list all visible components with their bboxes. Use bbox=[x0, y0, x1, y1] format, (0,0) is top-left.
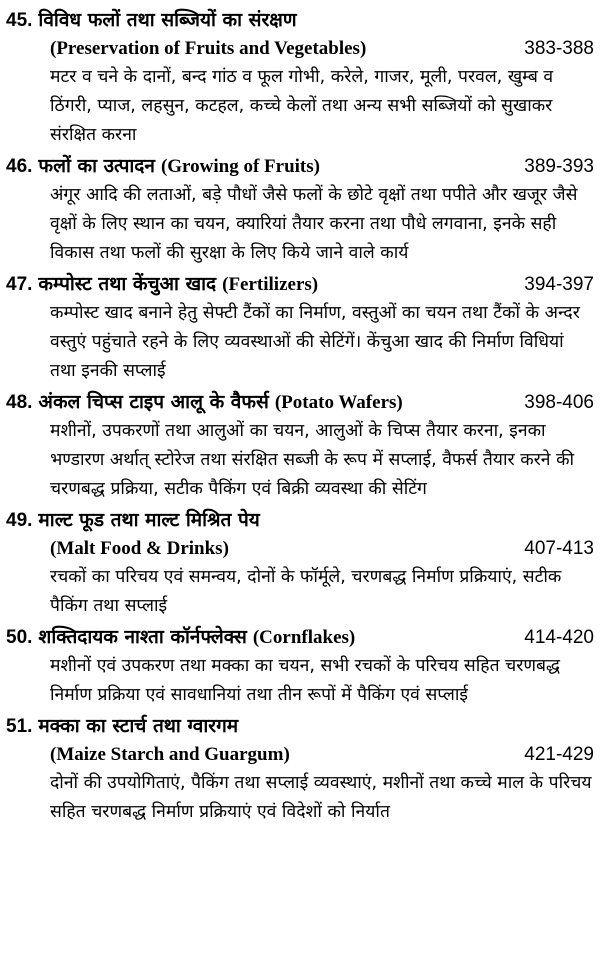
entry-title-hindi: विविध फलों तथा सब्जियों का संरक्षण bbox=[38, 9, 297, 31]
entry-title-english: (Potato Wafers) bbox=[274, 392, 403, 413]
entry-number: 47. bbox=[6, 274, 33, 295]
toc-entry bbox=[6, 270, 594, 386]
entry-page-range: 398-406 bbox=[524, 392, 594, 413]
entry-subheading bbox=[6, 535, 594, 563]
entry-title-english: (Malt Food & Drinks) bbox=[50, 538, 229, 559]
toc-entry bbox=[6, 152, 594, 268]
entry-title-hindi: माल्ट फूड तथा माल्ट मिश्रित पेय bbox=[38, 509, 260, 531]
entry-number: 50. bbox=[6, 627, 33, 648]
entry-heading bbox=[6, 712, 594, 741]
entry-number: 46. bbox=[6, 156, 33, 177]
entry-page-range: 383-388 bbox=[524, 38, 594, 59]
entry-title-hindi: शक्तिदायक नाश्ता कॉर्नफ्लेक्स bbox=[38, 626, 247, 648]
entry-heading-left bbox=[6, 388, 516, 417]
entry-page-range: 394-397 bbox=[524, 274, 594, 295]
entry-heading bbox=[6, 6, 594, 35]
entry-heading-left bbox=[6, 506, 594, 535]
entry-description: अंगूर आदि की लताओं, बड़े पौधों जैसे फलों के छोटे वृक्षों तथा पपीते और खजूर जैसे वृक्षों के लिए स्थान का चयन, क्यारियां तैयार करना तथा पौधे लगवाना, इनके सही विकास तथा फलों की सुरक्षा के लिए किये जाने वाले कार्य bbox=[50, 185, 578, 263]
entry-number: 48. bbox=[6, 392, 33, 413]
entry-heading bbox=[6, 623, 594, 652]
toc-entry bbox=[6, 506, 594, 621]
entry-page-range: 389-393 bbox=[524, 156, 594, 177]
entry-page-range: 421-429 bbox=[524, 744, 594, 765]
entry-heading bbox=[6, 152, 594, 181]
entry-heading-left bbox=[6, 152, 516, 181]
entry-title-english: (Cornflakes) bbox=[252, 627, 356, 648]
entry-heading-left bbox=[6, 6, 594, 35]
entry-heading-left bbox=[6, 712, 594, 741]
entry-number: 49. bbox=[6, 510, 33, 531]
entry-subheading bbox=[6, 35, 594, 63]
entry-heading bbox=[6, 506, 594, 535]
entry-title-hindi: अंकल चिप्स टाइप आलू के वैफर्स bbox=[38, 391, 269, 413]
entry-page-range: 414-420 bbox=[524, 627, 594, 648]
entry-description: मटर व चने के दानों, बन्द गांठ व फूल गोभी, करेले, गाजर, मूली, परवल, खुम्ब व ठिंगरी, प्याज, लहसुन, कटहल, कच्चे केलों तथा अन्य सभी सब्जियों को सुखाकर संरक्षित करना bbox=[50, 67, 554, 145]
entry-title-english: (Preservation of Fruits and Vegetables) bbox=[50, 38, 367, 59]
toc-entry bbox=[6, 623, 594, 710]
toc-entry bbox=[6, 6, 594, 150]
entry-title-hindi: मक्का का स्टार्च तथा ग्वारगम bbox=[38, 715, 239, 737]
toc-entry bbox=[6, 712, 594, 827]
entry-subheading bbox=[6, 741, 594, 769]
entry-number: 45. bbox=[6, 10, 33, 31]
entry-description: रचकों का परिचय एवं समन्वय, दोनों के फॉर्मूले, चरणबद्ध निर्माण प्रक्रियाएं, सटीक पैकिंग तथा सप्लाई bbox=[50, 567, 562, 616]
entry-description: मशीनों एवं उपकरण तथा मक्का का चयन, सभी रचकों के परिचय सहित चरणबद्ध निर्माण प्रक्रिया एवं सावधानियां तथा तीन रूपों में पैकिंग एवं सप्लाई bbox=[50, 656, 561, 705]
entry-description: दोनों की उपयोगिताएं, पैकिंग तथा सप्लाई व्यवस्थाएं, मशीनों तथा कच्चे माल के परिचय सहित चरणबद्ध निर्माण प्रक्रियाएं एवं विदेशों को निर्यात bbox=[50, 773, 592, 822]
entry-heading bbox=[6, 270, 594, 299]
entry-title-english: (Maize Starch and Guargum) bbox=[50, 744, 290, 765]
entry-title-english: (Growing of Fruits) bbox=[160, 156, 320, 177]
toc-entry bbox=[6, 388, 594, 504]
entry-title-hindi: कम्पोस्ट तथा केंचुआ खाद bbox=[38, 273, 217, 295]
entry-page-range: 407-413 bbox=[524, 538, 594, 559]
entry-description: मशीनों, उपकरणों तथा आलुओं का चयन, आलुओं के चिप्स तैयार करना, इनका भण्डारण अर्थात् स्टोरेज तथा संरक्षित सब्जी के रूप में सप्लाई, वैफर्स तैयार करने की चरणबद्ध प्रक्रिया, सटीक पैकिंग एवं बिक्री व्यवस्था की सेटिंग bbox=[50, 421, 575, 499]
entry-title-english: (Fertilizers) bbox=[222, 274, 319, 295]
entry-number: 51. bbox=[6, 716, 33, 737]
entry-heading-left bbox=[6, 270, 516, 299]
entry-title-hindi: फलों का उत्पादन bbox=[38, 155, 155, 177]
entry-description: कम्पोस्ट खाद बनाने हेतु सेफ्टी टैंकों का निर्माण, वस्तुओं का चयन तथा टैंकों के अन्दर वस्तुएं पहुंचाते रहने के लिए व्यवस्थाओं की सेटिंगें। केंचुआ खाद की निर्माण विधियां तथा इनकी सप्लाई bbox=[50, 303, 580, 381]
entry-heading bbox=[6, 388, 594, 417]
entry-heading-left bbox=[6, 623, 516, 652]
